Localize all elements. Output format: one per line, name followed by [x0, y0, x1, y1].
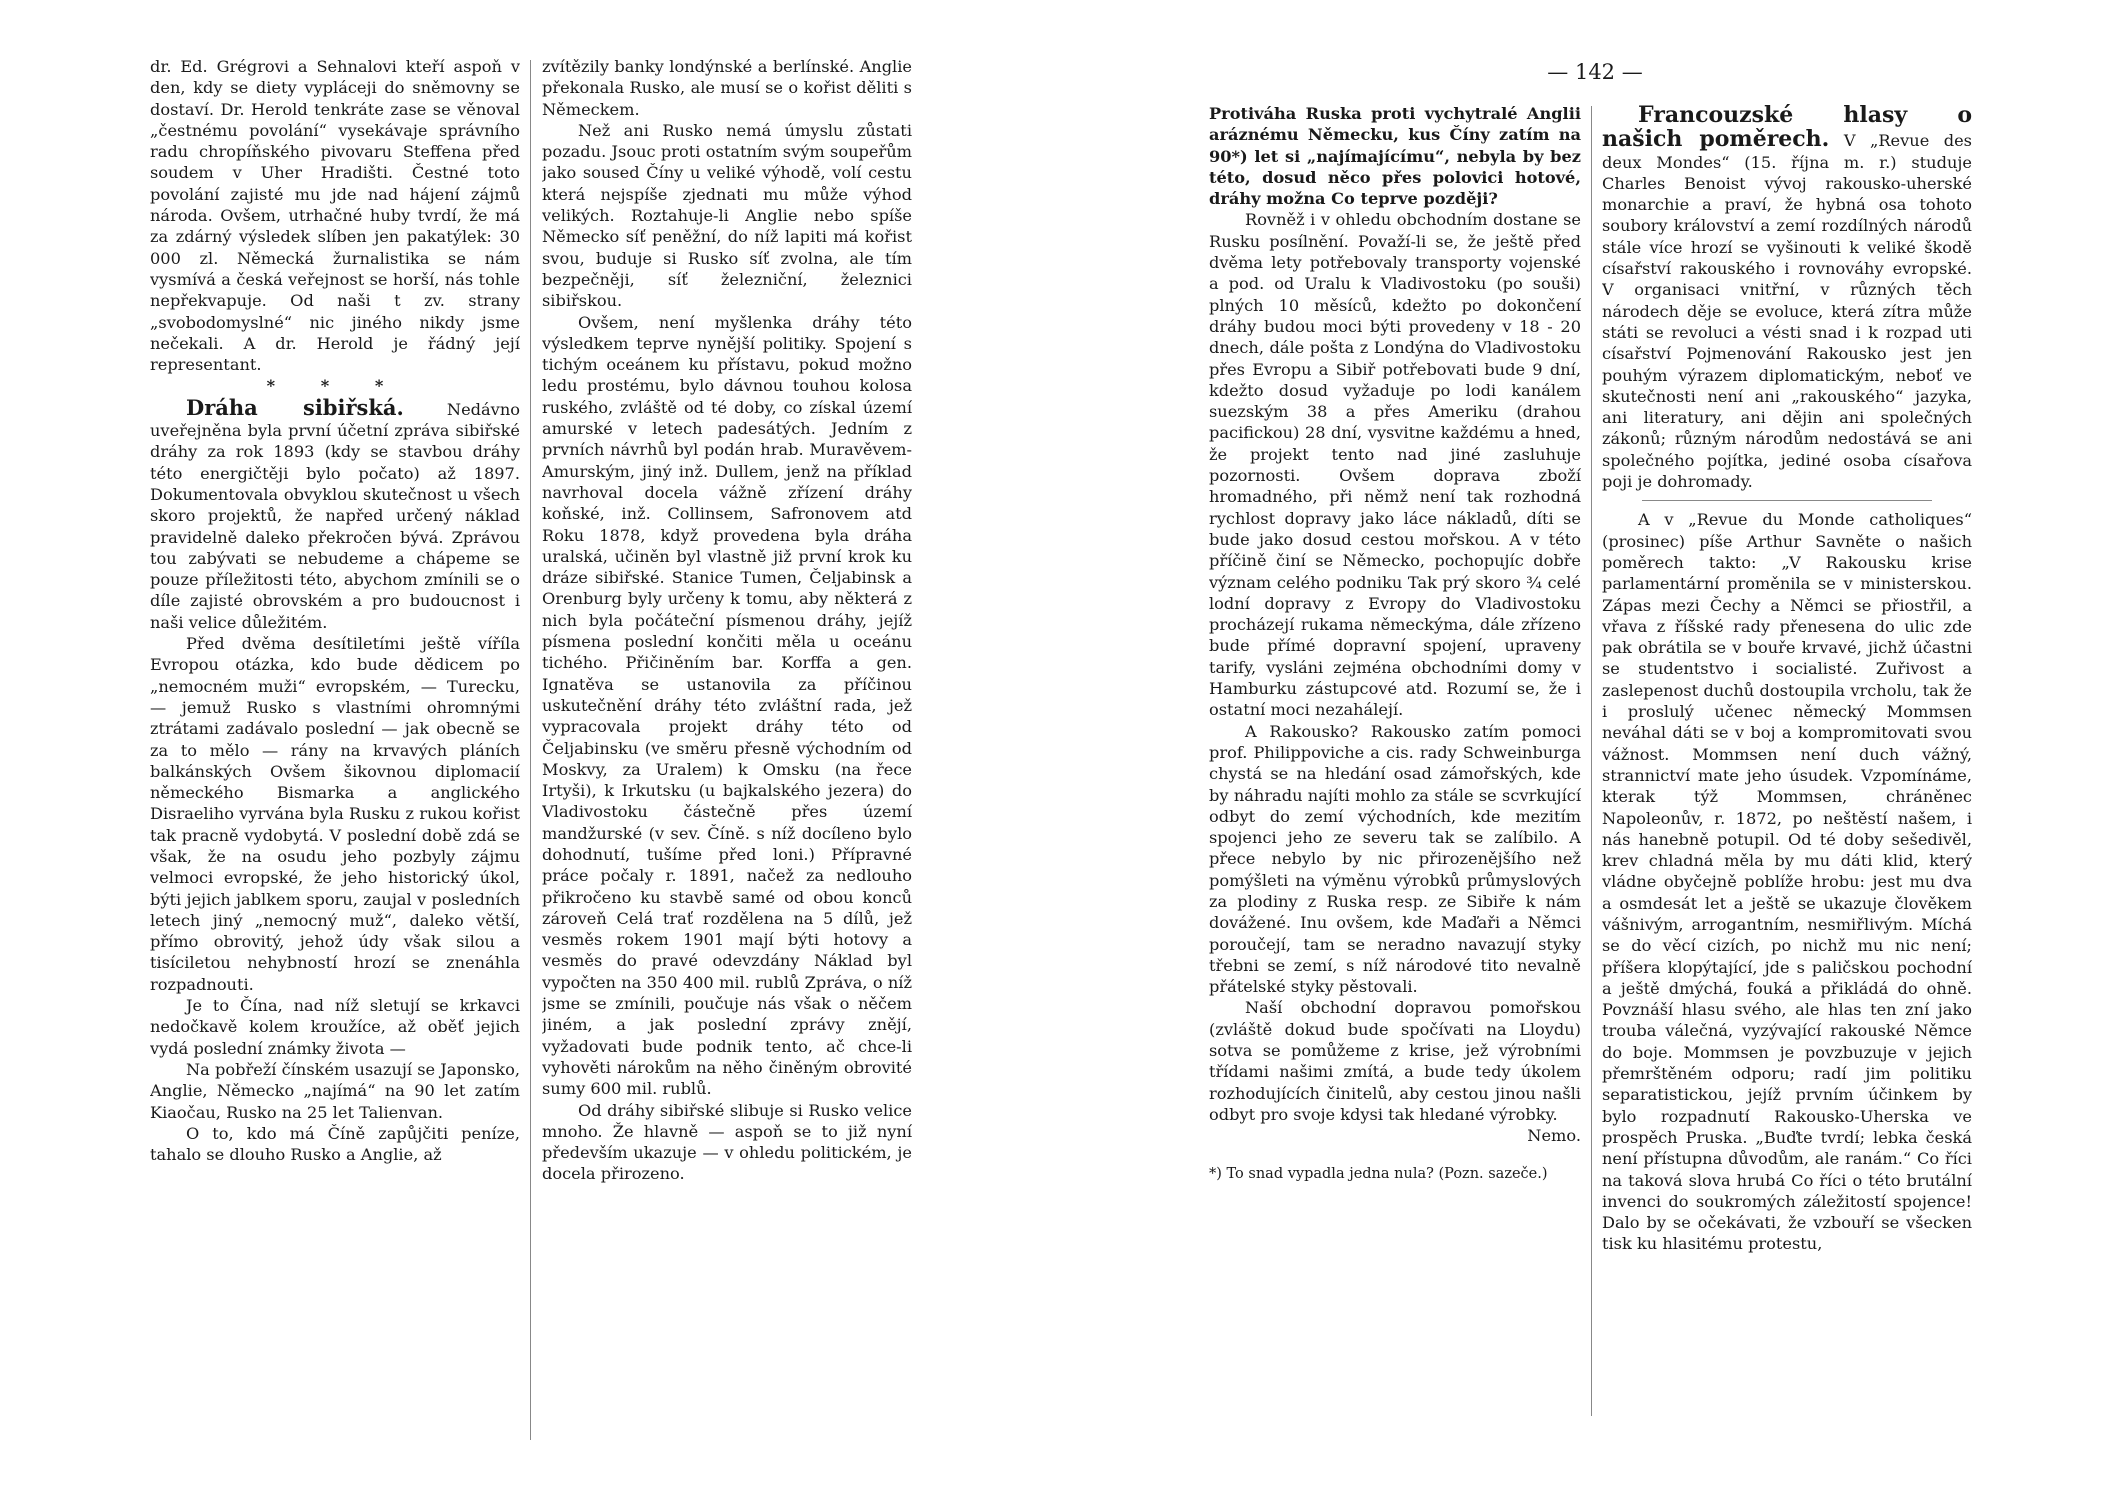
paragraph: Rovněž i v ohledu obchodním dostane se Rusku posílnění. Považí-li se, že ještě před dvěma lety potřebovaly transporty vojenské a pod. od Uralu k Vladivostoku (po souši) plných 10 měsíců, kdežto po dokončení dráhy budou moci býti provedeny v 18 - 20 dnech, dále pošta z Londýna do Vladivostoku přes Evropu a Sibiř potřebovati bude 9 dní, kdežto dosud vyžaduje po lodi kanálem suezským 38 a přes Ameriku (drahou pacifickou) 28 dní, vysvitne každému a hned, že projekt tento nad jiné zasluhuje pozornosti. Ovšem doprava zboží hromadného, při němž není tak rozhodná rychlost dopravy jako láce nákladů, díti se bude jako dosud cestou mořskou. A v této příčině činí se Německo, pochopujíc dobře význam celého podniku Tak prý skoro ¾ celé lodní dopravy z Evropy do Vladivostoku procházejí rukama německýma, dále zřízeno bude přímé dopravní spojení, upraveny tarify, vysláni zejména obchodními domy v Hamburku zástupcové atd. Rozumí se, že i ostatní moci nezahálejí.	[1209, 210, 1581, 720]
right-page-column-2	[1602, 103, 1972, 1493]
left-page-column-1	[150, 56, 520, 1446]
french-voices-paragraph	[1602, 103, 1972, 492]
french-voices-intro-text: V „Revue des deux Mondes“ (15. října m. r.) studuje Charles Benoist vývoj rakousko-uherské monarchie a praví, že hybná osa tohoto soubory království a zemí rozdílných národů stále více hrozí se vyšinouti k veliké škodě císařství rakouského i rovnováhy evropské. V organisaci vnitřní, v různých těch národech děje se evoluce, která zítra může státi se revoluci a vésti snad i k rozpad uti císařství Pojmenování Rakousko jest jen pouhým výrazem diplomatickým, neboť ve skutečnosti není ani „rakouského“ jazyka, ani literatury, ani dějin ani společných zákonů; různým národům nedostává se ani společného pojítka, jediné osoba císařova poji je dohromady.	[1602, 131, 1972, 492]
paragraph: Protiváha Ruska proti vychytralé Anglii aráznému Německu, kus Číny zatím na 90*) let si „najímajícímu“, nebyla by bez této, dosud něco přes polovici hotové, dráhy možna Co teprve později?	[1209, 104, 1581, 209]
section-separator-stars: * * *	[266, 376, 404, 396]
paragraph: Od dráhy sibiřské slibuje si Rusko velice mnoho. Že hlavně — aspoň se to již nyní především ukazuje — v ohledu politickém, je docela přirozeno.	[542, 1100, 912, 1184]
paragraph: Na pobřeží čínském usazují se Japonsko, Anglie, Německo „najímá“ na 90 let zatím Kiaočau, Rusko na 25 let Talienvan.	[150, 1059, 520, 1122]
right-page-column-1	[1209, 103, 1581, 1493]
section-heading-french-voices: Francouzské hlasy o našich poměrech.	[1602, 103, 1972, 153]
paragraph: A v „Revue du Monde catholiques“ (prosinec) píše Arthur Savněte o našich poměrech takto: „V Rakousku krise parlamentární proměnila se v ministerskou. Zápas mezi Čechy a Němci se přiostřil, a vřava z říšské rady přenesena do ulic zde pak obrátila se v bouře krvavé, jichž účastni se studentstvo i socialisté. Zuřivost a zaslepenost duchů dostoupila vrcholu, tak že i proslulý učenec německý Mommsen neváhal dáti se v boj a kompromitovati svou vážnost. Mommsen není duch vážný, strannictví mate jeho úsudek. Vzpomínáme, kterak týž Mommsen, chráněnec Napoleonův, r. 1872, po neštěstí našem, i nás hanebně potupil. Od té doby sešedivěl, krev chladná měla by mu dáti klid, který vládne obyčejně poblíže hrobu: jest mu dva a osmdesát let a ještě se ukazuje člověkem vášnivým, arrogantním, nesmiřlivým. Míchá se do věcí cizích, po nichž mu nic není; příšera klopýtající, jde s paličskou pochodní a ještě dmýchá, fouká a přikládá do ohně. Povznáší hlasu svého, ale hlas ten zní jako trouba válečná, vyzývající rakouské Němce do boje. Mommsen je povzbuzuje v jejich přemrštěném odporu; radí jim politiku separatistickou, jejíž prvním účinkem by bylo rozpadnutí Rakousko-Uherska ve prospěch Pruska. „Buďte tvrdí; lebka česká není přístupna důvodům, ale ranám.“ Co říci na taková slova hrubá Co říci o této brutální invenci do soukromých záležitostí spojence! Dalo by se očekávati, že vzbouří se všecken tisk ku hlasitému protestu,	[1602, 510, 1972, 1254]
page-number: — 142 —	[1547, 60, 1643, 84]
siberia-paragraph	[150, 394, 520, 633]
author-signature: Nemo.	[1527, 1126, 1581, 1146]
paragraph: dr. Ed. Grégrovi a Sehnalovi kteří aspoň v den, kdy se diety vypláceji do sněmovny se dostaví. Dr. Herold tenkráte zase se věnoval „čestnému povolání“ vysekávaje správního radu chropíňského pivovaru Steffena před soudem v Uher Hradišti. Čestné toto povolání zajisté mu jde nad hájení zájmů národa. Ovšem, utrhačné huby tvrdí, že má za zdárný výsledek slíben jen pakatýlek: 30 000 zl. Německá žurnalistika se nám vysmívá a česká veřejnost se horší, nás tohle nepřekvapuje. Od naši t zv. strany „svobodomyslné“ nic jiného nikdy jsme nečekali. A dr. Herold je řádný její representant.	[150, 57, 520, 375]
column-divider-left	[530, 60, 531, 1440]
paragraph: A Rakousko? Rakousko zatím pomoci prof. Philippoviche a cis. rady Schweinburga chystá se na hledání osad zámořských, kde by náhradu najíti mohlo za stále se scvrkující odbyt do zemí východních, kde mezitím spojenci jeho ze severu tak se zalíbilo. A přece nebylo by nic přirozenějšího než pomýšleti na výměnu výrobků průmyslových za plodiny z Ruska resp. ze Sibiře k nám dovážené. Inu ovšem, kde Maďaři a Němci poroučejí, tam se neradno navazují styky třebni se zemí, s níž národové tito nevalně přátelské styky pěstovali.	[1209, 721, 1581, 997]
paragraph: O to, kdo má Číně zapůjčiti peníze, tahalo se dlouho Rusko a Anglie, až	[150, 1123, 520, 1165]
paragraph: Naší obchodní dopravou pomořskou (zvláště dokud bude spočívati na Lloydu) sotva se pomůžeme z krise, jež výrobními třídami našimi zmítá, a bude tedy úkolem rozhodujících činitelů, aby cestou jinou našli odbyt pro svoje kdysi tak hledané výrobky.	[1209, 998, 1581, 1124]
siberia-intro-text: Nedávno uveřejněna byla první účetní zpráva sibiřské dráhy za rok 1893 (kdy se stavbou dráhy této energičtěji bylo počato) až 1897. Dokumentovala obvyklou skutečnost u všech skoro projektů, že napřed určený náklad pravidelně daleko překročen bývá. Zprávou tou zabývati se nebudeme a chápeme se pouze příležitosti této, abychom zmínili se o díle zajisté obrovském a pro budoucnost i naši velice důležitém.	[150, 399, 520, 632]
left-page-column-2	[542, 56, 912, 1446]
paragraph: zvítězily banky londýnské a berlínské. Anglie překonala Rusko, ale musí se o kořist děliti s Německem.	[542, 57, 912, 119]
paragraph: Před dvěma desítiletími ještě víříla Evropou otázka, kdo bude dědicem po „nemocném muži“ evropském, — Turecku, — jemuž Rusko s vlastními ohromnými ztrátami zadávalo poslední — jak obecně se za to mělo — rány na krvavých pláních balkánských Ovšem šikovnou diplomacií německého Bismarka a anglického Disraeliho vyrvána byla Rusku z rukou kořist tak pracně vydobytá. V poslední době zdá se však, že na osudu jeho pozbyly zájmu velmoci evropské, že jeho historický úkol, býti jejich jablkem sporu, zaujal v posledních letech jiný „nemocný muž“, daleko větší, přímo obrovitý, jehož údy však silou a tisíciletou nehybností hrozí se znenáhla rozpadnouti.	[150, 634, 520, 994]
footnote: *) To snad vypadla jedna nula? (Pozn. sazeče.)	[1209, 1165, 1548, 1182]
column-divider-right	[1591, 106, 1592, 1416]
paragraph: Než ani Rusko nemá úmyslu zůstati pozadu. Jsouc proti ostatním svým soupeřům jako soused Číny u veliké výhodě, volí cestu která nejspíše zjednati mu může výhod velikých. Roztahuje-li Anglie nebo spíše Německo síť peněžní, do níž lapiti má kořist svou, buduje si Rusko síť zvolna, ale tím bezpečněji, síť železniční, železnici sibiřskou.	[542, 120, 912, 311]
paragraph-divider	[1642, 500, 1932, 501]
section-heading-siberia: Dráha sibiřská.	[186, 394, 404, 420]
paragraph: Je to Čína, nad níž sletují se krkavci nedočkavě kolem kroužíce, až oběť jejich vydá poslední známky života —	[150, 996, 520, 1058]
paragraph: Ovšem, není myšlenka dráhy této výsledkem teprve nynější politiky. Spojení s tichým oceánem ku přístavu, pokud možno ledu prostému, bylo dávnou touhou kolosa ruského, zvláště od té doby, co získal území amurské v letech padesátých. Jedním z prvních návrhů byl podán hrab. Muravěvem-Amurským, jiný inž. Dullem, jenž na příklad navrhoval docela vážně zřízení dráhy koňské, inž. Collinsem, Safronovem atd Roku 1878, když provedena byla dráha uralská, učiněn byl vlastně již první krok ku dráze sibiřské. Stanice Tumen, Čeljabinsk a Orenburg byly určeny k tomu, aby některá z nich byla počáteční písmenou dráhy, jejíž písmena poslední končiti měla u oceánu tichého. Přičiněním bar. Korffa a gen. Ignatěva se ustanovila za příčinou uskutečnění dráhy této zvláštní rada, jež vypracovala projekt dráhy této od Čeljabinsku (ve směru přesně východním od Moskvy, za Uralem) k Omsku (na řece Irtyši), k Irkutsku (u bajkalského jezera) do Vladivostoku částečně přes území mandžurské (v sev. Číně. s níž docíleno bylo dohodnutí, tušíme před loni.) Přípravné práce počaly r. 1891, načež za nedlouho přikročeno ku stavbě samé od obou konců zároveň Celá trať rozdělena na 5 dílů, jež vesměs rokem 1901 mají býti hotovy a vesměs do pravé odevzdány Náklad byl vypočten na 350 400 mil. rublů Zpráva, o níž jsme se zmínili, poučuje nás však o něčem jiném, a jak poslední zprávy znějí, vyžadovati bude podnik tento, ač chce-li vyhověti nárokům na něho činěným obrovité sumy 600 mil. rublů.	[542, 312, 912, 1099]
